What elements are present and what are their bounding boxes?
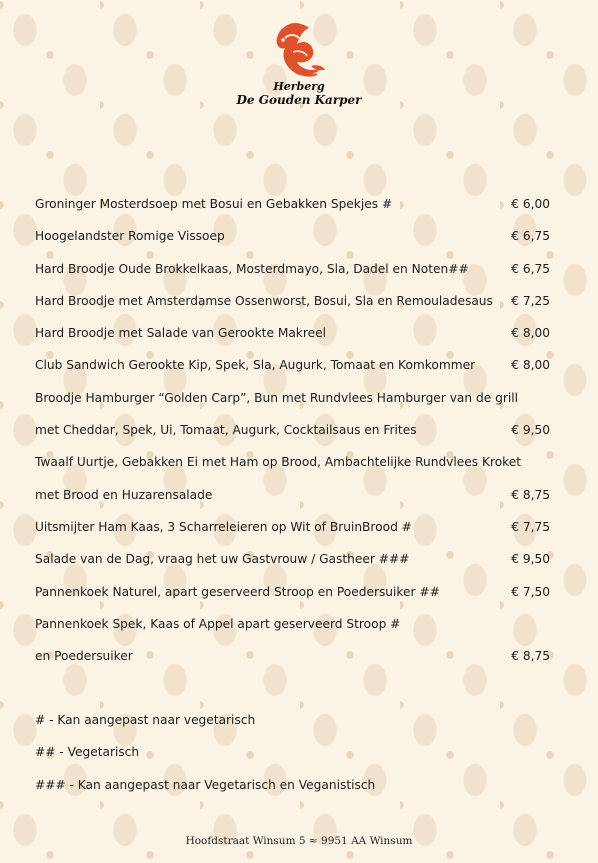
carp-fish-icon: [271, 20, 327, 78]
menu-item: [35, 285, 550, 317]
menu-item-name: Hard Broodje met Salade van Gerookte Makreel: [35, 326, 326, 341]
menu-item: [35, 479, 550, 511]
menu-item: [35, 317, 550, 349]
menu-item: [35, 543, 550, 575]
menu-item-name: Salade van de Dag, vraag het uw Gastvrouw / Gastheer ###: [35, 552, 410, 567]
menu-item-price: € 7,75: [511, 519, 550, 534]
logo: [0, 20, 598, 107]
menu-item-price: € 6,75: [511, 229, 550, 244]
menu-item: [35, 253, 550, 285]
menu-item-name: Hard Broodje met Amsterdamse Ossenworst, Bosui, Sla en Remouladesaus: [35, 293, 493, 308]
menu-item-name: en Poedersuiker: [35, 649, 133, 664]
menu-item-name: Pannenkoek Naturel, apart geserveerd Stroop en Poedersuiker ##: [35, 584, 440, 599]
legend-item: # - Kan aangepast naar vegetarisch: [35, 713, 256, 727]
menu-item-name: Broodje Hamburger “Golden Carp”, Bun met Rundvlees Hamburger van de grill: [35, 390, 518, 405]
menu-item-price: [518, 382, 558, 414]
menu-item-name: Groninger Mosterdsoep met Bosui en Gebakken Spekjes #: [35, 197, 393, 211]
menu-item-price: € 7,50: [511, 584, 550, 599]
menu-item: [35, 414, 550, 446]
menu-item-price: € 6,75: [511, 261, 550, 276]
menu-item-price: € 8,00: [511, 326, 550, 341]
menu-item: [35, 349, 550, 381]
menu-item-price: € 6,00: [511, 197, 550, 211]
menu-item-name: Club Sandwich Gerookte Kip, Spek, Sla, Augurk, Tomaat en Komkommer: [35, 358, 476, 373]
menu-item-name: Hard Broodje Oude Brokkelkaas, Mosterdmayo, Sla, Dadel en Noten##: [35, 261, 469, 276]
menu-item-price: € 8,75: [511, 487, 550, 502]
menu-item: [35, 188, 550, 220]
menu-item: [35, 640, 550, 672]
menu-item-price: [510, 608, 550, 640]
menu-item-name: met Brood en Huzarensalade: [35, 487, 213, 502]
menu-item-name: met Cheddar, Spek, Ui, Tomaat, Augurk, Cocktailsaus en Frites: [35, 423, 417, 438]
menu-item-price: € 7,25: [511, 293, 550, 308]
footer-address: Hoofdstraat Winsum 5 ≈ 9951 AA Winsum: [185, 835, 413, 847]
menu-item-name: Uitsmijter Ham Kaas, 3 Scharreleieren op Wit of BruinBrood #: [35, 519, 412, 534]
menu-item: [35, 446, 550, 478]
menu-item-price: [521, 446, 561, 478]
menu-item: [35, 608, 550, 640]
menu-item-price: € 9,50: [511, 423, 550, 438]
menu-item-name: Hoogelandster Romige Vissoep: [35, 229, 225, 244]
menu-item-price: € 8,75: [511, 649, 550, 664]
logo-line1: Herberg: [273, 80, 325, 93]
menu-item-name: Twaalf Uurtje, Gebakken Ei met Ham op Brood, Ambachtelijke Rundvlees Kroket: [35, 455, 522, 470]
menu-item-price: € 8,00: [511, 358, 550, 373]
legend-item: ## - Vegetarisch: [35, 745, 140, 760]
menu-item-price: € 9,50: [511, 552, 550, 567]
menu-list: [35, 188, 550, 672]
menu-item: [35, 511, 550, 543]
menu-item: [35, 220, 550, 252]
menu-item-name: Pannenkoek Spek, Kaas of Appel apart geserveerd Stroop #: [35, 616, 401, 631]
menu-item: [35, 576, 550, 608]
legend-item: ### - Kan aangepast naar Vegetarisch en Veganistisch: [35, 777, 376, 792]
legend: [35, 704, 375, 801]
menu-item: [35, 382, 550, 414]
logo-line2: De Gouden Karper: [236, 93, 362, 107]
